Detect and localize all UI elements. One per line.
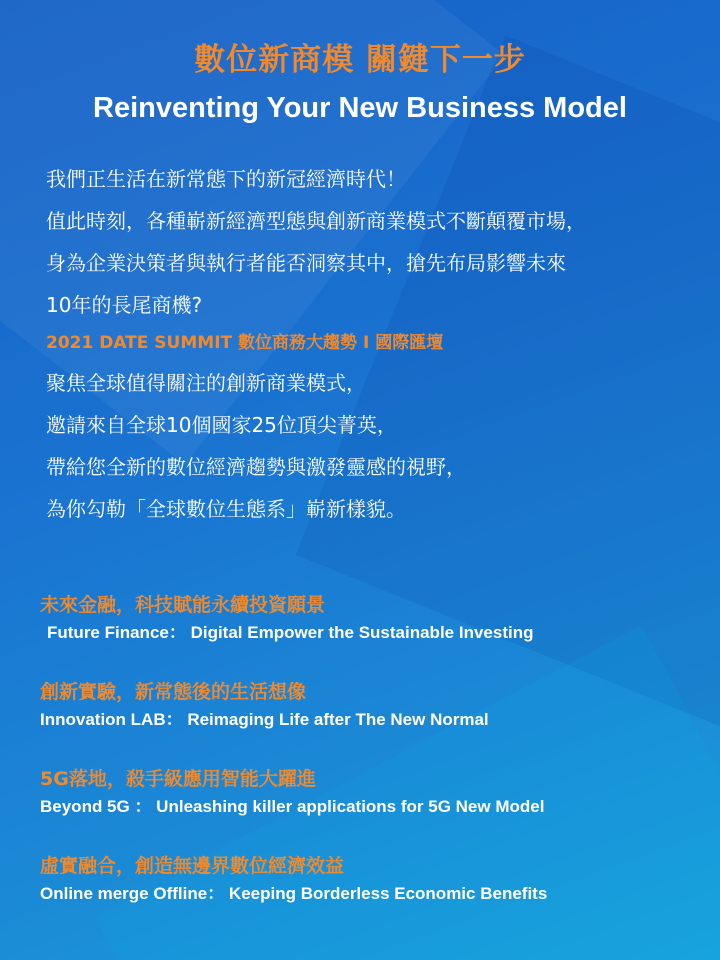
topic-item <box>40 677 710 764</box>
topic-title-chinese: 5G落地，殺手級應用智能大躍進 <box>40 768 316 790</box>
title-english: Reinventing Your New Business Model <box>93 92 627 124</box>
intro-line: 值此時刻，各種嶄新經濟型態與創新商業模式不斷顛覆市場， <box>46 209 586 233</box>
body-line: 帶給您全新的數位經濟趨勢與激發靈感的視野， <box>46 455 466 479</box>
body-line: 聚焦全球值得關注的創新商業模式， <box>46 371 366 395</box>
topic-title-chinese: 虛實融合，創造無邊界數位經濟效益 <box>40 855 345 877</box>
topic-item <box>40 851 710 938</box>
intro-line: 10年的長尾商機? <box>46 293 203 317</box>
topic-title-english: Beyond 5G ： Unleashing killer applications for 5G New Model <box>40 797 545 816</box>
intro-line: 身為企業決策者與執行者能否洞察其中，搶先布局影響未來 <box>46 251 566 275</box>
topics-list <box>40 590 710 938</box>
body-line: 邀請來自全球10個國家25位頂尖菁英， <box>46 413 397 437</box>
title-chinese: 數位新商模 關鍵下一步 <box>194 42 526 78</box>
summit-heading: 2021 DATE SUMMIT 數位商務大趨勢 I 國際匯壇 <box>46 333 444 353</box>
topic-title-english: Innovation LAB： Reimaging Life after The New Normal <box>40 710 489 729</box>
topic-item <box>40 590 710 677</box>
topic-title-chinese: 創新實驗，新常態後的生活想像 <box>40 681 307 703</box>
body-line: 為你勾勒「全球數位生態系」嶄新樣貌。 <box>46 497 406 521</box>
topic-title-chinese: 未來金融，科技賦能永續投資願景 <box>40 594 326 616</box>
topic-title-english: Future Finance： Digital Empower the Sustainable Investing <box>47 623 534 642</box>
topic-title-english: Online merge Offline： Keeping Borderless Economic Benefits <box>40 884 548 903</box>
intro-line: 我們正生活在新常態下的新冠經濟時代！ <box>46 167 406 191</box>
topic-item <box>40 764 710 851</box>
intro-section <box>46 158 706 530</box>
